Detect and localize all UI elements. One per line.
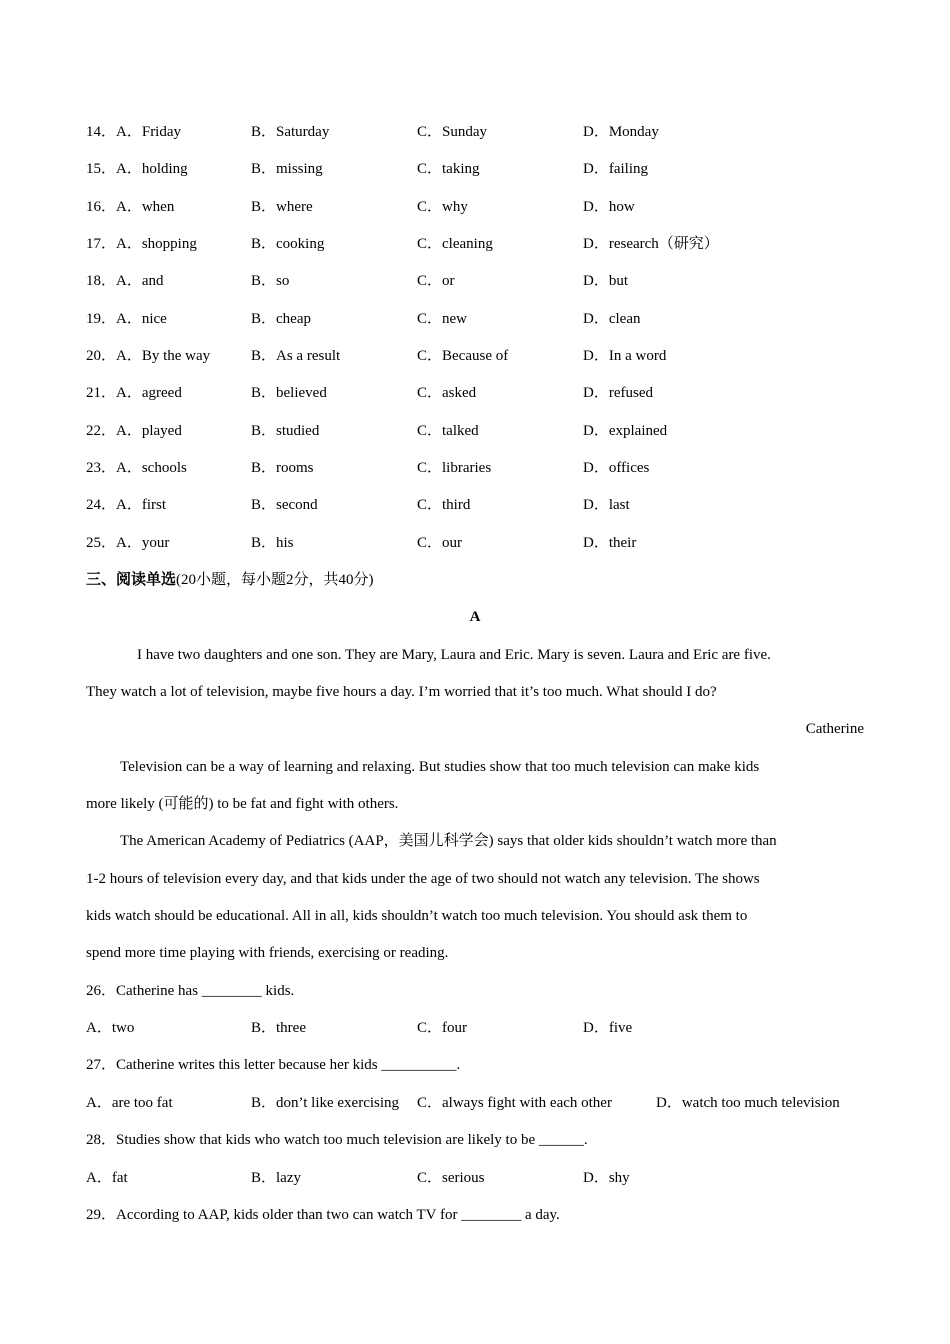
option-d: D．their xyxy=(583,535,637,551)
question-27-options xyxy=(86,1092,864,1114)
cloze-row-19 xyxy=(86,308,864,330)
option-a: 17．A．shopping xyxy=(86,236,197,252)
option-d: D．last xyxy=(583,497,630,513)
option-c: C．talked xyxy=(417,423,479,439)
passage-line: The American Academy of Pediatrics (AAP，美国儿科学会) says that older kids shouldn’t watch more than xyxy=(120,833,777,849)
passage-line: Television can be a way of learning and relaxing. But studies show that too much television can make kids xyxy=(120,759,760,775)
cloze-row-20 xyxy=(86,345,864,367)
option-a: 25．A．your xyxy=(86,535,170,551)
option-b: B．studied xyxy=(251,423,320,439)
option-b: B．rooms xyxy=(251,460,314,476)
option-a: 14．A．Friday xyxy=(86,124,182,140)
option-b: B．second xyxy=(251,497,318,513)
option-a: A．are too fat xyxy=(86,1095,173,1111)
option-b: B．cooking xyxy=(251,236,325,252)
option-d: D．but xyxy=(583,273,629,289)
option-d: D．how xyxy=(583,199,635,215)
section-note: (20小题，每小题2分，共40分) xyxy=(176,572,374,588)
option-d: D．Monday xyxy=(583,124,659,140)
question-28-options xyxy=(86,1167,864,1189)
option-d: D．offices xyxy=(583,460,650,476)
option-b: B．cheap xyxy=(251,311,311,327)
option-a: 21．A．agreed xyxy=(86,385,182,401)
option-b: B．Saturday xyxy=(251,124,330,140)
option-a: 22．A．played xyxy=(86,423,182,439)
option-c: C．our xyxy=(417,535,463,551)
section-title: 三、阅读单选 xyxy=(86,572,177,588)
option-c: C．serious xyxy=(417,1170,485,1186)
option-c: C．new xyxy=(417,311,467,327)
option-c: C．libraries xyxy=(417,460,492,476)
option-a: 24．A．first xyxy=(86,497,167,513)
option-c: C．cleaning xyxy=(417,236,493,252)
passage-line: They watch a lot of television, maybe five hours a day. I’m worried that it’s too much. What should I do? xyxy=(86,684,717,700)
question-26-options xyxy=(86,1017,864,1039)
option-d: D．shy xyxy=(583,1170,630,1186)
passage-signature: Catherine xyxy=(805,721,864,737)
option-c: C．or xyxy=(417,273,455,289)
option-b: B．so xyxy=(251,273,290,289)
option-a: 15．A．holding xyxy=(86,161,188,177)
option-a: A．two xyxy=(86,1020,135,1036)
passage-line: more likely (可能的) to be fat and fight with others. xyxy=(86,796,399,812)
option-c: C．third xyxy=(417,497,471,513)
cloze-row-25 xyxy=(86,532,864,554)
option-d: D．watch too much television xyxy=(656,1095,840,1111)
option-d: D．research（研究） xyxy=(583,236,719,252)
passage-line: spend more time playing with friends, exercising or reading. xyxy=(86,945,449,961)
cloze-row-15 xyxy=(86,158,864,180)
passage-line: kids watch should be educational. All in all, kids shouldn’t watch too much television. You should ask them to xyxy=(86,908,748,924)
option-c: C．Sunday xyxy=(417,124,488,140)
option-b: B．believed xyxy=(251,385,327,401)
option-d: D．explained xyxy=(583,423,668,439)
option-b: B．where xyxy=(251,199,313,215)
cloze-row-18 xyxy=(86,270,864,292)
cloze-row-14 xyxy=(86,121,864,143)
question-29-stem: 29．According to AAP, kids older than two can watch TV for ________ a day. xyxy=(86,1207,560,1223)
cloze-row-17 xyxy=(86,233,864,255)
option-d: D．clean xyxy=(583,311,641,327)
passage-label: A xyxy=(469,609,481,625)
passage-line: 1-2 hours of television every day, and that kids under the age of two should not watch any television. The shows xyxy=(86,871,760,887)
option-a: 20．A．By the way xyxy=(86,348,211,364)
option-c: C．always fight with each other xyxy=(417,1095,612,1111)
option-d: D．refused xyxy=(583,385,653,401)
option-c: C．asked xyxy=(417,385,477,401)
option-b: B．missing xyxy=(251,161,323,177)
option-a: A．fat xyxy=(86,1170,128,1186)
cloze-row-21 xyxy=(86,382,864,404)
option-a: 19．A．nice xyxy=(86,311,167,327)
option-d: D．five xyxy=(583,1020,633,1036)
option-a: 23．A．schools xyxy=(86,460,187,476)
option-c: C．four xyxy=(417,1020,467,1036)
section-heading xyxy=(86,569,864,591)
question-26-stem: 26．Catherine has ________ kids. xyxy=(86,983,295,999)
passage-line: I have two daughters and one son. They are Mary, Laura and Eric. Mary is seven. Laura and Eric are five. xyxy=(137,647,771,663)
option-d: D．In a word xyxy=(583,348,667,364)
cloze-row-22 xyxy=(86,420,864,442)
option-b: B．don’t like exercising xyxy=(251,1095,400,1111)
option-c: C．taking xyxy=(417,161,480,177)
option-b: B．three xyxy=(251,1020,306,1036)
option-a: 18．A．and xyxy=(86,273,164,289)
option-c: C．Because of xyxy=(417,348,509,364)
cloze-row-23 xyxy=(86,457,864,479)
option-b: B．lazy xyxy=(251,1170,301,1186)
question-28-stem: 28．Studies show that kids who watch too much television are likely to be ______. xyxy=(86,1132,588,1148)
option-b: B．As a result xyxy=(251,348,341,364)
option-b: B．his xyxy=(251,535,294,551)
question-27-stem: 27．Catherine writes this letter because her kids __________. xyxy=(86,1057,461,1073)
cloze-row-16 xyxy=(86,196,864,218)
cloze-row-24 xyxy=(86,494,864,516)
option-d: D．failing xyxy=(583,161,648,177)
option-a: 16．A．when xyxy=(86,199,175,215)
option-c: C．why xyxy=(417,199,468,215)
